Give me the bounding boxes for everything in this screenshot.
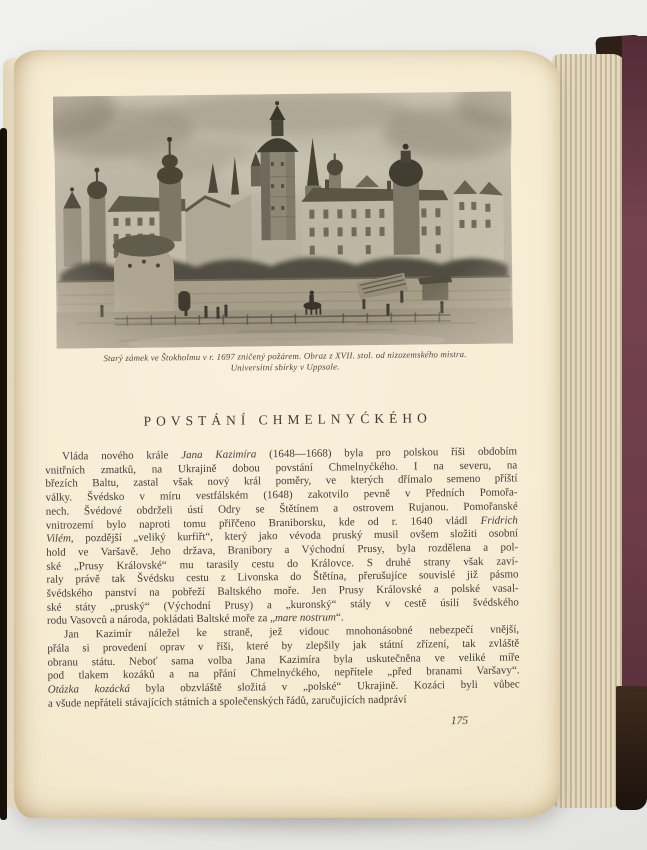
back-cover-maroon	[622, 36, 647, 792]
book-page	[14, 50, 560, 818]
text-line: války. Švédsko v míru vestfálském (1648) zakotvilo pevně v Předních Pomořa-	[45, 486, 518, 504]
text-line: vnitrozemí bylo naproti tomu přiřčeno Braniborsku, kde od r. 1640 vládl Fridrich	[45, 513, 518, 532]
paragraph	[47, 624, 520, 712]
figure	[53, 91, 514, 375]
text-line: rodu Vasovců a národa, pokládati Baltské moře za „mare nostrum“.	[46, 611, 344, 628]
text-line: Jan Kazimír náležel ke straně, jež vidouc mnohonásobné nebezpečí vnější,	[64, 623, 520, 641]
figure-caption	[56, 348, 514, 375]
text-line: pod tlakem kozáků a na přání Chmelnyćkého, nepřítele „před branami Varšavy“.	[47, 664, 520, 682]
page-number: 175	[450, 715, 469, 728]
text-line: přála si provedení oprav v říši, které by zlepšily jak státní zřízení, tak zvláště	[47, 637, 520, 655]
text-line: obranu státu. Neboť sama volba Jana Kazimíra byla uskutečněna ve veliké míře	[47, 650, 520, 669]
text-line: a všude nepřáteli stávajících státních a společenských řádů, zaručujících nadpráví	[47, 693, 407, 710]
text-line: březích Baltu, zastal však nový král poměry, ve kterých dřímalo semeno příští	[45, 472, 518, 491]
caption-line-1: Starý zámek ve Štokholmu v r. 1697 zničený požárem. Obraz z XVII. stol. od nizozemského mistra.	[103, 348, 467, 364]
text-line: Vláda nového krále Jana Kazimíra (1648—1668) byla pro polskou říši obdobím	[62, 445, 518, 463]
body-text	[45, 445, 520, 733]
paragraph	[45, 445, 519, 628]
castle-engraving-image	[53, 91, 514, 348]
left-cover-edge	[0, 128, 7, 820]
text-line: ské státy „pruský“ (Východní Prusy) a „kuronský“ stály v cestě úsilí švédského	[46, 596, 519, 614]
text-line: nech. Švédové obdrželi ústí Odry se Štětínem a ostrovem Rujanou. Pomořanské	[45, 500, 518, 518]
text-line: ské „Prusy Královské“ mu tarasily cestu do Královce. S druhé strany však zaví-	[46, 555, 519, 573]
text-line: vnitřních zmatků, na Ukrajině dobou povstání Chmelnyćkého. I na severu, na	[45, 459, 518, 477]
text-line: hold ve Varšavě. Jeho država, Branibory a Východní Prusy, byla rozdělena a pol-	[46, 541, 519, 559]
page-content	[11, 47, 566, 821]
text-line: švédského panství na pobřeží Baltského moře. Jen Prusy Královské a polské vasal-	[46, 582, 519, 600]
text-line: Otázka kozácká byla obzvláště složitá v „polské“ Ukrajině. Kozáci byli vůbec	[47, 678, 520, 696]
chapter-heading: POVSTÁNÍ CHMELNYĆKÉHO	[143, 410, 432, 429]
text-line: Vilém, pozdější „veliký kurfiřt“, který jako vévoda pruský musil ovšem složiti osobní	[45, 527, 519, 545]
text-line: raly právě tak Švédsku cestu z Livonska do Štětína, přerušujíce souvislé již pásmo	[46, 568, 519, 587]
caption-line-2: Universitní sbírky v Uppsale.	[230, 361, 340, 373]
cover-bottom-leather	[616, 686, 647, 810]
